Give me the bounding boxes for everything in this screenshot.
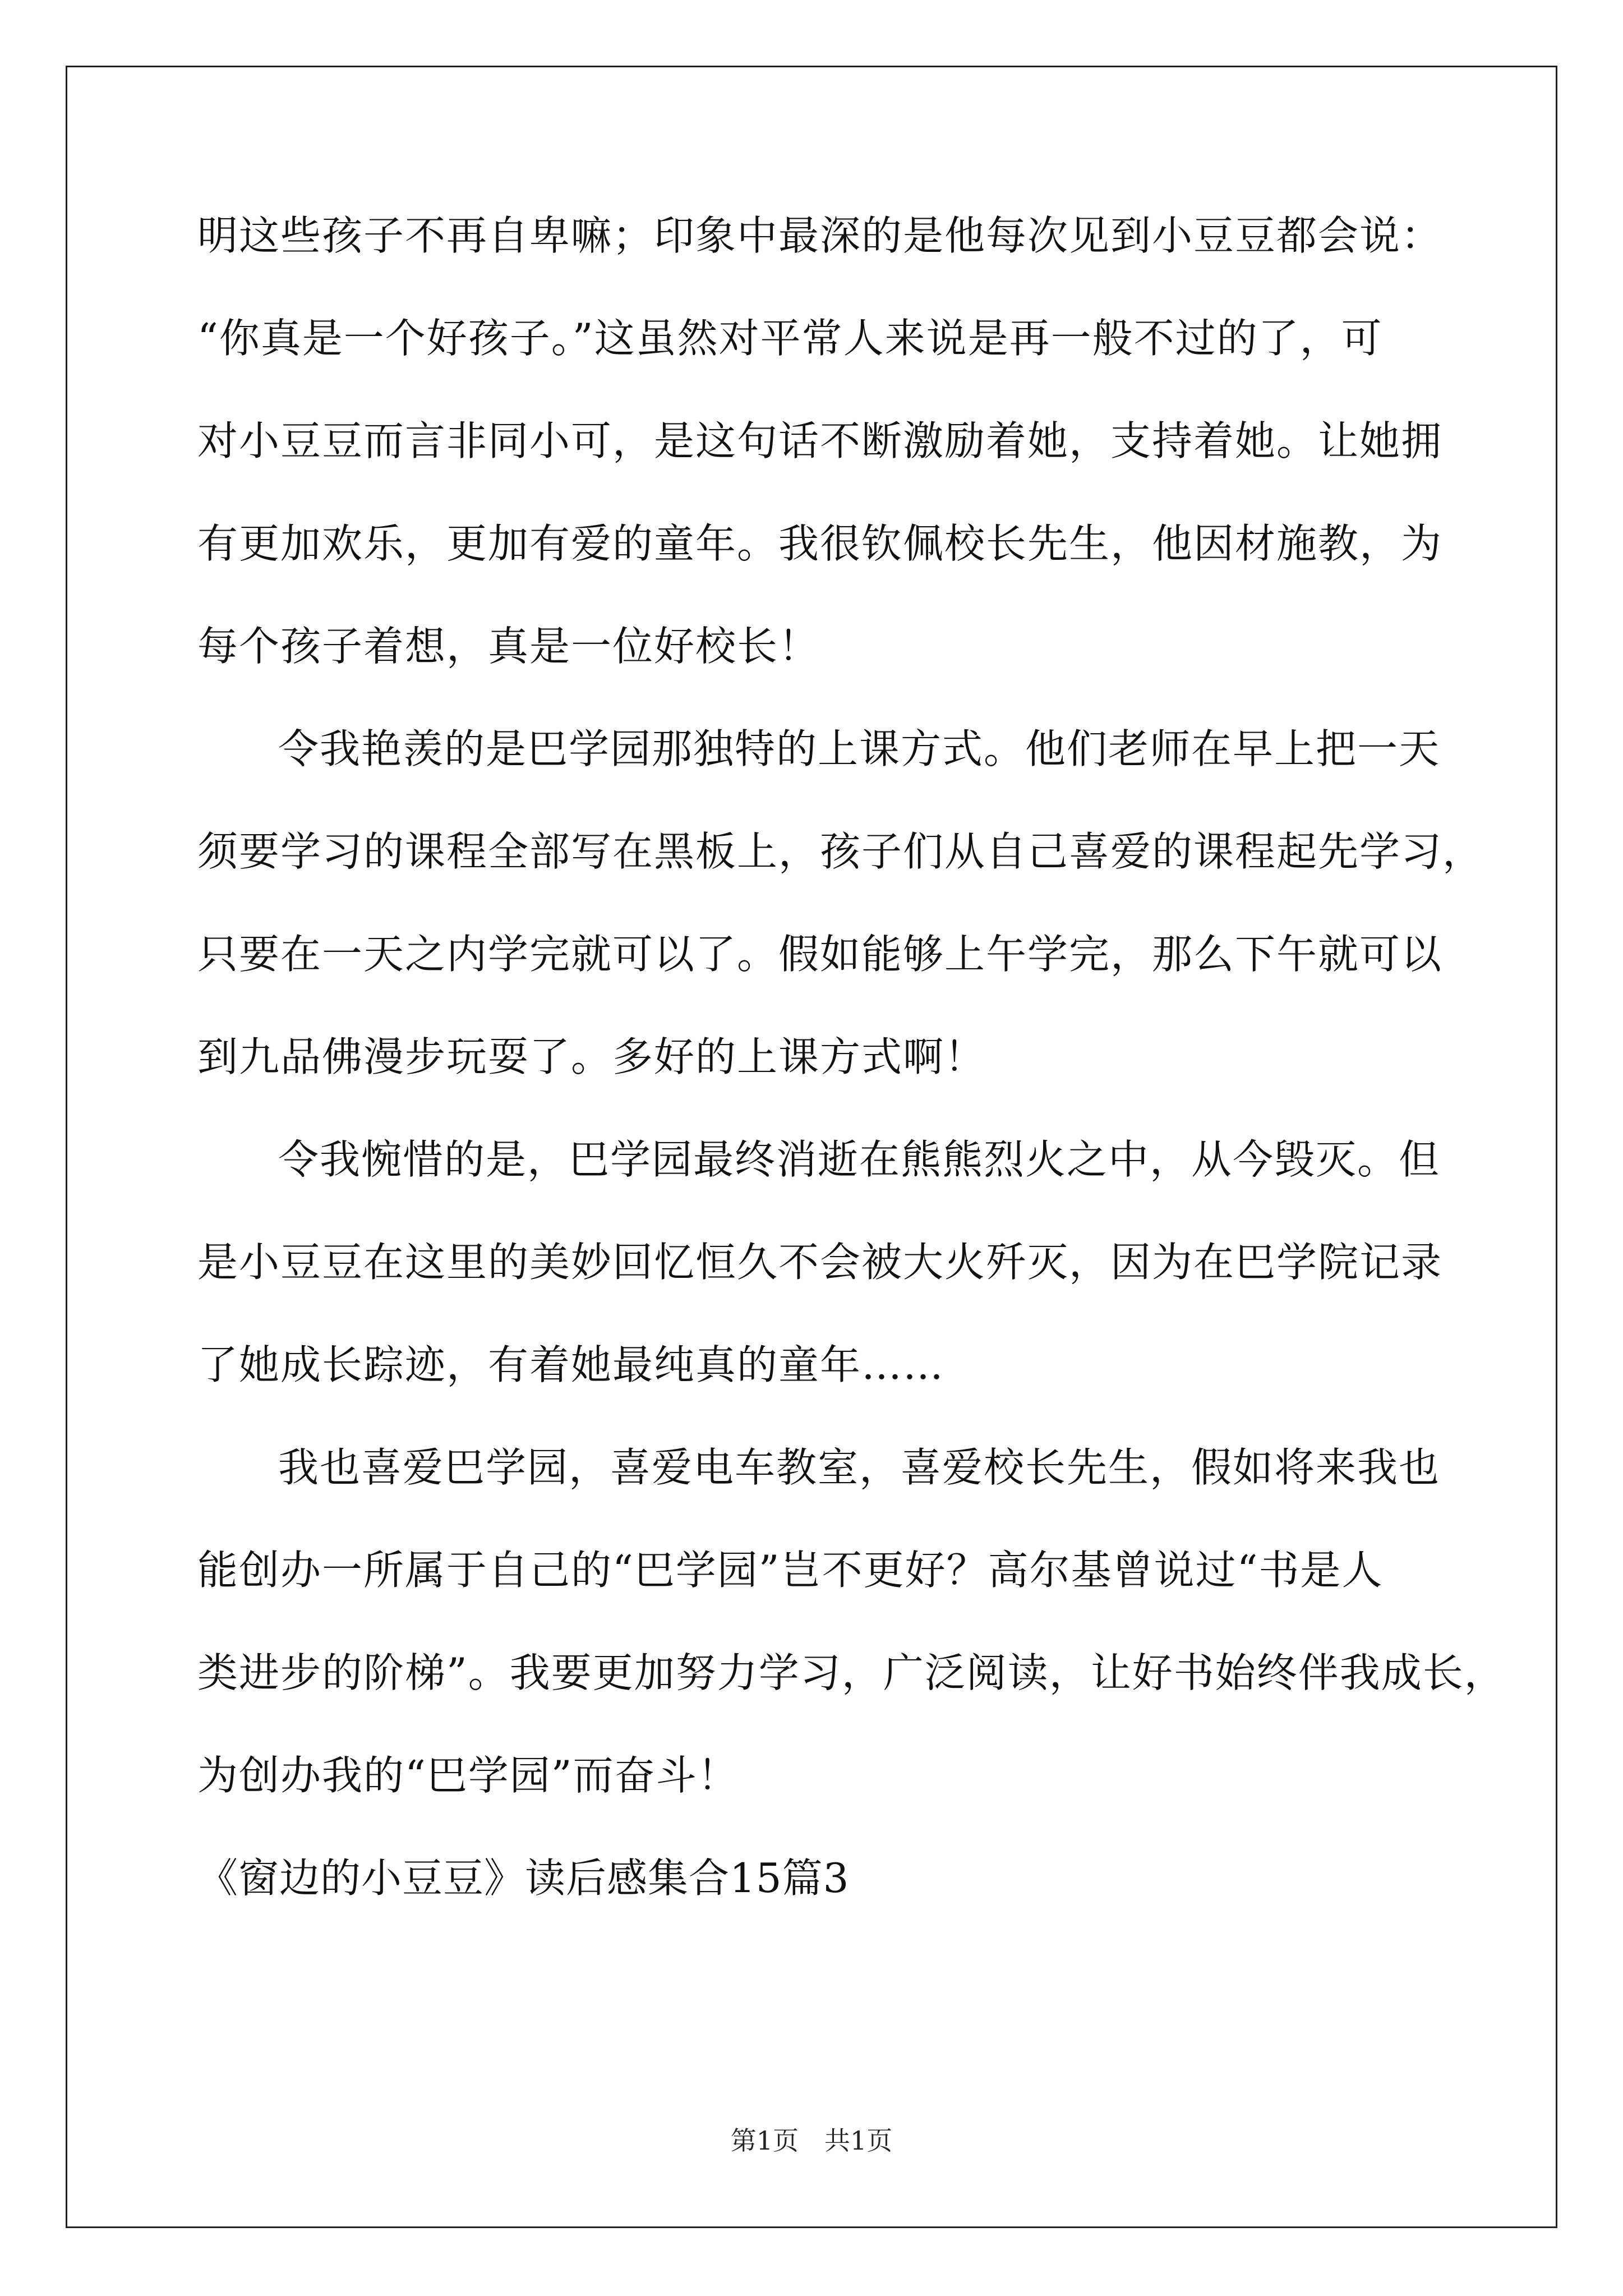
section-heading: 《窗边的小豆豆》读后感集合15篇3: [197, 1855, 850, 1902]
text-line: 类进步的阶梯”。我要更加努力学习，广泛阅读，让好书始终伴我成长，: [197, 1649, 1506, 1696]
text-line: 有更加欢乐，更加有爱的童年。我很钦佩校长先生，他因材施教，为: [197, 520, 1443, 567]
page-footer: 第1页 共1页: [730, 2125, 893, 2156]
text-line: 能创办一所属于自己的“巴学园”岂不更好？高尔基曾说过“书是人: [197, 1547, 1384, 1594]
text-line: 每个孩子着想，真是一位好校长！: [197, 623, 820, 670]
text-line: 到九品佛漫步玩耍了。多好的上课方式啊！: [197, 1033, 986, 1080]
text-line: “你真是一个好孩子。”这虽然对平常人来说是再一般不过的了，可: [197, 315, 1383, 362]
text-line: 为创办我的“巴学园”而奋斗！: [197, 1752, 739, 1799]
paragraph-start-line: 令我艳羡的是巴学园那独特的上课方式。他们老师在早上把一天: [278, 725, 1441, 772]
text-line: 是小豆豆在这里的美妙回忆恒久不会被大火歼灭，因为在巴学院记录: [197, 1239, 1443, 1286]
text-line: 须要学习的课程全部写在黑板上，孩子们从自己喜爱的课程起先学习，: [197, 828, 1484, 875]
text-line: 只要在一天之内学完就可以了。假如能够上午学完，那么下午就可以: [197, 931, 1443, 978]
text-line: 明这些孩子不再自卑嘛；印象中最深的是他每次见到小豆豆都会说：: [197, 212, 1443, 259]
text-line: 了她成长踪迹，有着她最纯真的童年……: [197, 1341, 945, 1388]
paragraph-start-line: 我也喜爱巴学园，喜爱电车教室，喜爱校长先生，假如将来我也: [278, 1444, 1441, 1491]
text-line: 对小豆豆而言非同小可，是这句话不断激励着她，支持着她。让她拥: [197, 417, 1443, 464]
paragraph-start-line: 令我惋惜的是，巴学园最终消逝在熊熊烈火之中，从今毁灭。但: [278, 1136, 1441, 1183]
